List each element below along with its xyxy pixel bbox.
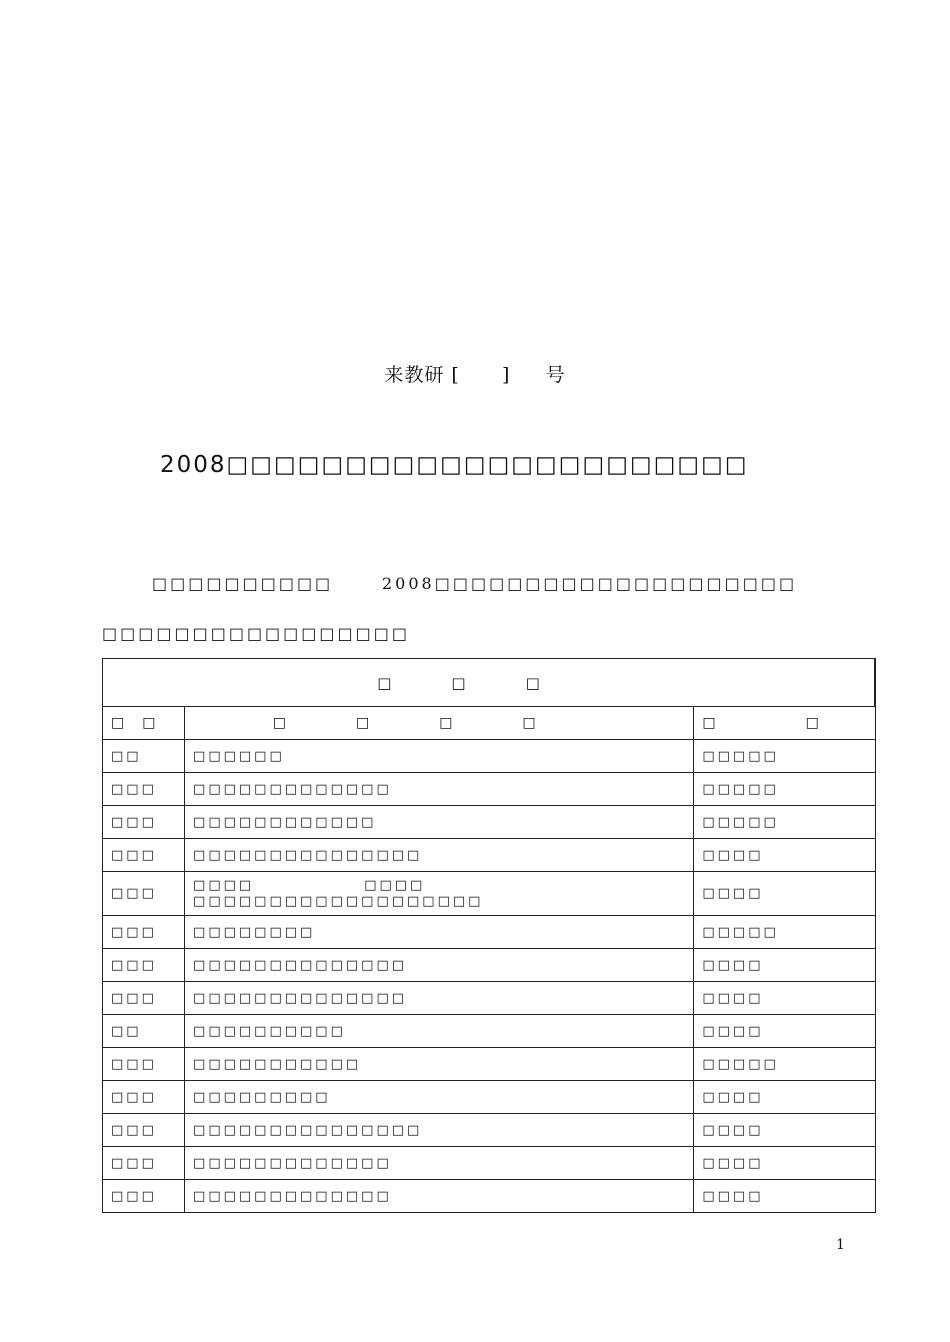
- cell-school: □□□□: [694, 1114, 875, 1147]
- cell-work-title: □□□□□□□□□□□□□□: [185, 982, 694, 1015]
- cell-name: □□□: [103, 949, 185, 982]
- table-row: [103, 949, 876, 982]
- table-row: [103, 806, 876, 839]
- cell-work-title-fragment: □□□□: [193, 877, 255, 893]
- cell-school: □□□□: [694, 839, 875, 872]
- header-name: □□: [103, 707, 185, 740]
- header-work-title: □□□□: [185, 707, 694, 740]
- table-row: [103, 872, 876, 916]
- cell-school: □□□□: [694, 1147, 875, 1180]
- table-row: [103, 1048, 876, 1081]
- header-school: □□: [694, 707, 875, 740]
- table-row: [103, 740, 876, 773]
- cell-name: □□: [103, 740, 185, 773]
- document-title: 2008□□□□□□□□□□□□□□□□□□□□□□: [160, 452, 749, 478]
- cell-work-title: □□□□□□□□□□□□□□: [185, 949, 694, 982]
- cell-work-title: □□□□□□□□□□□: [185, 1048, 694, 1081]
- cell-work-title-line: □□□□□□□□□□□□□□□□□□□: [193, 893, 484, 909]
- cell-name: □□□: [103, 773, 185, 806]
- cell-school: □□□□□: [694, 806, 875, 839]
- cell-name: □□□: [103, 1081, 185, 1114]
- cell-work-title: □□□□□□□□□: [185, 1081, 694, 1114]
- cell-school: □□□□□: [694, 1048, 875, 1081]
- cell-work-title: □□□□□□□□□□□□□: [185, 1180, 694, 1213]
- cell-name: □□□: [103, 806, 185, 839]
- cell-school: □□□□: [694, 872, 875, 916]
- cell-work-title: □□□□□□□□□□□□: [185, 806, 694, 839]
- cell-work-title: □□□□□□□□□□□□□□□: [185, 1114, 694, 1147]
- cell-school: □□□□: [694, 1015, 875, 1048]
- cell-work-title: □□□□□□□□□□: [185, 1015, 694, 1048]
- cell-work-title: □□□□□□□□□□□□□□□: [185, 839, 694, 872]
- cell-work-title-line: [193, 878, 685, 894]
- cell-work-title: □□□□□□: [185, 740, 694, 773]
- cell-work-title-fragment: □□□□: [364, 877, 426, 893]
- cell-name: □□□: [103, 1048, 185, 1081]
- table-row: [103, 773, 876, 806]
- table-row: [103, 982, 876, 1015]
- cell-school: □□□□□: [694, 916, 875, 949]
- cell-work-title: □□□□□□□□: [185, 916, 694, 949]
- table-row: [103, 1147, 876, 1180]
- intro-text-part-1: □□□□□□□□□□: [152, 574, 334, 593]
- table-title: □□□: [103, 659, 876, 707]
- table-header-row: [103, 707, 876, 740]
- table-row: [103, 1081, 876, 1114]
- table-row: [103, 1114, 876, 1147]
- cell-name: □□□: [103, 1180, 185, 1213]
- cell-name: □□□: [103, 872, 185, 916]
- page-number: 1: [836, 1237, 845, 1253]
- cell-name: □□□: [103, 916, 185, 949]
- cell-name: □□□: [103, 839, 185, 872]
- cell-work-title: [185, 872, 694, 916]
- cell-name: □□: [103, 1015, 185, 1048]
- cell-work-title: □□□□□□□□□□□□□: [185, 773, 694, 806]
- cell-school: □□□□: [694, 1180, 875, 1213]
- table-row: [103, 1015, 876, 1048]
- document-number: 来教研 [ ] 号: [384, 364, 566, 386]
- cell-name: □□□: [103, 1114, 185, 1147]
- cell-name: □□□: [103, 1147, 185, 1180]
- table-row: [103, 916, 876, 949]
- table-row: [103, 839, 876, 872]
- cell-school: □□□□□: [694, 773, 875, 806]
- cell-work-title: □□□□□□□□□□□□□: [185, 1147, 694, 1180]
- table-title-row: [103, 659, 876, 707]
- cell-name: □□□: [103, 982, 185, 1015]
- intro-text-part-2: 2008□□□□□□□□□□□□□□□□□□□□: [382, 574, 798, 593]
- cell-school: □□□□: [694, 1081, 875, 1114]
- cell-school: □□□□: [694, 982, 875, 1015]
- intro-text-line-2: □□□□□□□□□□□□□□□□□: [102, 624, 410, 643]
- cell-school: □□□□□: [694, 740, 875, 773]
- award-list-table: [102, 658, 909, 1213]
- table-row: [103, 1180, 876, 1213]
- cell-school: □□□□: [694, 949, 875, 982]
